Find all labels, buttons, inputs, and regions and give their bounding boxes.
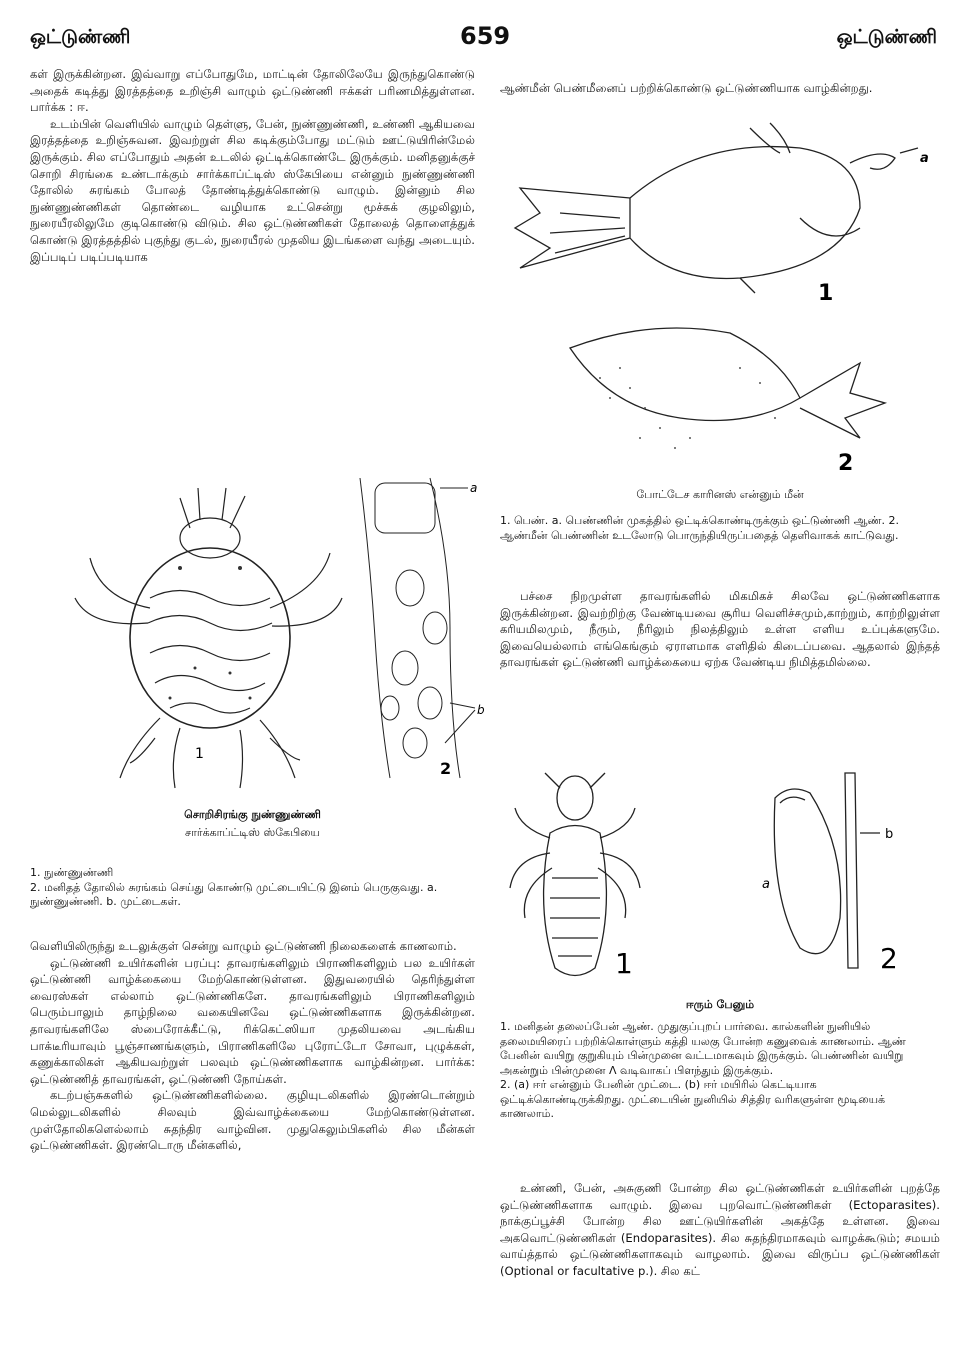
paragraph: ஒட்டுண்ணி உயிர்களின் பரப்பு: தாவரங்களிலும் பிராணிகளிலும் பல உயிர்கள் ஒட்டுண்ணி வாழ்க்கையை மேற்கொண்டுள்ளன. இதுவரையில் தெரிந்துள்ள வைரஸ்கள் எல்லாம் ஒட்டுண்ணிகளே. தாவரங்களிலும் பிராணிகளிலும் பெரும்பாலும் தாழ்நிலை வகையினவே ஒட்டுண்ணிகளாக இருக்கின்றன. தாவரங்களிலே ஸ்பைரோக்கீட்டு, ரிக்கெட்ஸியா முதலியவை அடங்கிய பாக்டீரியாவும் பூஞ்சாணங்களும், பிராணிகளிலே புரோட்டோ சோவா, புழுக்கள், கணுக்காலிகள் ஆகியவற்றுள் பலவும் ஒட்டுண்ணிகளாக வாழ்கின்றன. பார்க்க: ஒட்டுண்ணித் தாவரங்கள், ஒட்டுண்ணி நோய்கள். [30, 955, 475, 1086]
figure-label-2: 2 [880, 942, 898, 975]
right-column-bottom: உண்ணி, பேன், அசுகுணி போன்ற சில ஒட்டுண்ணிகள் உயிர்களின் புறத்தே ஒட்டுண்ணிகளாக வாழும். இவை புறவொட்டுண்ணிகள் (Ectoparasites). நாக்குப்பூச்சி போன்ற சில ஊட்டுயிர்களின் அகத்தே உள்ளன. இவை அகவொட்டுண்ணிகள் (Endoparasites). சில சுதந்திரமாகவும் வாழக்கூடும்; சமயம் வாய்த்தால் ஒட்டுண்ணிகளாகவும் வாழலாம். இவை விருப்ப ஒட்டுண்ணிகள் (Optional or facultative p.). சில கட் [500, 1181, 940, 1278]
legend-item: 1. நுண்ணுண்ணி [30, 866, 114, 879]
fish-figure-title: போட்டேச காரினஸ் என்னும் மீன் [636, 488, 804, 501]
fish-illustration [500, 118, 945, 486]
figure-label-1: 1 [818, 281, 834, 306]
figure-label-b: b [885, 827, 894, 842]
mite-figure-legend [30, 866, 475, 910]
figure-label-1: 1 [195, 746, 204, 762]
louse-illustration [500, 768, 945, 994]
legend-item: 1. மனிதன் தலைப்பேன் ஆண். முதுகுப்புறப் பார்வை. கால்களின் நுனியில் தலைமயிரைப் பற்றிக்கொள்ளும் கத்தி யலகு போன்ற கணுவைக் காணலாம். ஆண் பேனின் வயிறு குறுகியும் பின்முனை வட்டமாகவும் இருக்கும். பெண்ணின் வயிறு அகன்றும் பின்முனை Λ வடிவாகப் பிளந்தும் இருக்கும். [500, 1020, 906, 1077]
figure-label-b: b [477, 703, 485, 717]
mite-figure-title: சொறிசிரங்கு நுண்ணுண்ணி [184, 808, 321, 821]
legend-item: 2. (a) ஈர் என்னும் பேனின் முட்டை. (b) ஈர் மயிரில் கெட்டியாக ஒட்டிக்கொண்டிருக்கிறது. முட்டையின் நுனியில் சித்திர வரிகளுள்ள மூடியைக் காணலாம். [500, 1078, 886, 1120]
figure-label-a: a [762, 877, 770, 892]
fish-figure-legend: 1. பெண். a. பெண்ணின் முகத்தில் ஒட்டிக்கொண்டிருக்கும் ஒட்டுண்ணி ஆண். 2. ஆண்மீன் பெண்ணின் உடலோடு பொருந்தியிருப்பதைத் தெளிவாகக் காட்டுவது. [500, 514, 899, 542]
left-column-top [30, 66, 475, 265]
figure-label-2: 2 [838, 451, 854, 476]
figure-label-1: 1 [615, 947, 633, 980]
paragraph: கடற்பஞ்சுகளில் ஒட்டுண்ணிகளில்லை. குழியுடலிகளில் இரண்டொன்றும் மெல்லுடலிகளில் சிலவும் இவ்வாழ்க்கையை மேற்கொண்டுள்ளன. முள்தோலிகளெல்லாம் சுதந்திர வாழ்வின. முதுகெலும்பிகளில் சில மீன்கள் ஒட்டுண்ணிகள். இரண்டொரு மீன்களில், [30, 1088, 475, 1153]
legend-item: 2. மனிதத் தோலில் சுரங்கம் செய்து கொண்டு முட்டையிட்டு இனம் பெருகுவது. a. நுண்ணுண்ணி. b. முட்டைகள். [30, 880, 438, 908]
louse-figure-legend [500, 1020, 940, 1122]
right-column-middle: பச்சை நிறமுள்ள தாவரங்களில் மிகமிகச் சிலவே ஒட்டுண்ணிகளாக இருக்கின்றன. இவற்றிற்கு வேண்டியவை சூரிய வெளிச்சமும்,காற்றும், காற்றிலுள்ள கரியமிலமும், நீரும், நீரிலும் நிலத்திலும் உள்ள எளிய உப்புக்களுமே. இவையெல்லாம் எங்கெங்கும் ஏராளமாக எளிதில் கிடைப்பவை. ஆதலால் இந்தத் தாவரங்கள் ஒட்டுண்ணி வாழ்க்கையை ஏற்க வேண்டிய நிமித்தமில்லை. [500, 589, 940, 670]
left-column-bottom [30, 938, 475, 1154]
running-head-right: ஒட்டுண்ணி [836, 26, 937, 48]
paragraph: வெளியிலிருந்து உடலுக்குள் சென்று வாழும் ஒட்டுண்ணி நிலைகளைக் காணலாம். [30, 939, 457, 953]
paragraph: உடம்பின் வெளியில் வாழும் தெள்ளு, பேன், நுண்ணுண்ணி, உண்ணி ஆகியவை இரத்தத்தை உறிஞ்சுவன. இவற்றுள் சில கடிக்கும்போது மட்டும் ஊட்டுயிரின்மேல் இருக்கும். சில எப்போதும் அதன் உடலில் ஒட்டிக்கொண்டே இருக்கும். மனிதனுக்குச் சொறி சிரங்கை உண்டாக்கும் சார்க்காப்ட்டிஸ் ஸ்கேபியை என்னும் நுண்ணுண்ணி தோலில் சுரங்கம் போலத் தோண்டித்துக்கொண்டு வாழும். இன்னும் சில நுண்ணுண்ணிகள் தொண்டை வழியாக உட்சென்று மூச்சுக் குழலிலும், நுரையீரலிலுமே குடிகொண்டு விடும். சில ஒட்டுண்ணிகள் தோலைத் தொளைத்துக் கொண்டு இரத்தத்தில் புகுந்து குடல், நுரையீரல் முதலிய இடங்களை வந்து அடையும். இப்படிப் படிப்படியாக [30, 116, 475, 264]
mite-illustration [30, 458, 485, 798]
page-number: 659 [460, 22, 511, 50]
paragraph: கள் இருக்கின்றன. இவ்வாறு எப்போதுமே, மாட்டின் தோலிலேயே இருந்துகொண்டு அதைக் கடித்து இரத்தத்தை உறிஞ்சி வாழும் ஒட்டுண்ணி ஈக்கள் பரிணமித்துள்ளன. பார்க்க : ஈ. [30, 67, 475, 115]
figure-label-a: a [470, 481, 478, 495]
running-head-left: ஒட்டுண்ணி [30, 26, 131, 48]
mite-figure-subtitle: சார்க்காப்ட்டிஸ் ஸ்கேபியை [185, 826, 320, 839]
figure-label-a: a [920, 151, 929, 166]
louse-figure-title: ஈரும் பேனும் [685, 998, 755, 1011]
right-column-top: ஆண்மீன் பெண்மீனைப் பற்றிக்கொண்டு ஒட்டுண்ணியாக வாழ்கின்றது. [500, 81, 873, 95]
figure-label-2: 2 [440, 759, 452, 778]
